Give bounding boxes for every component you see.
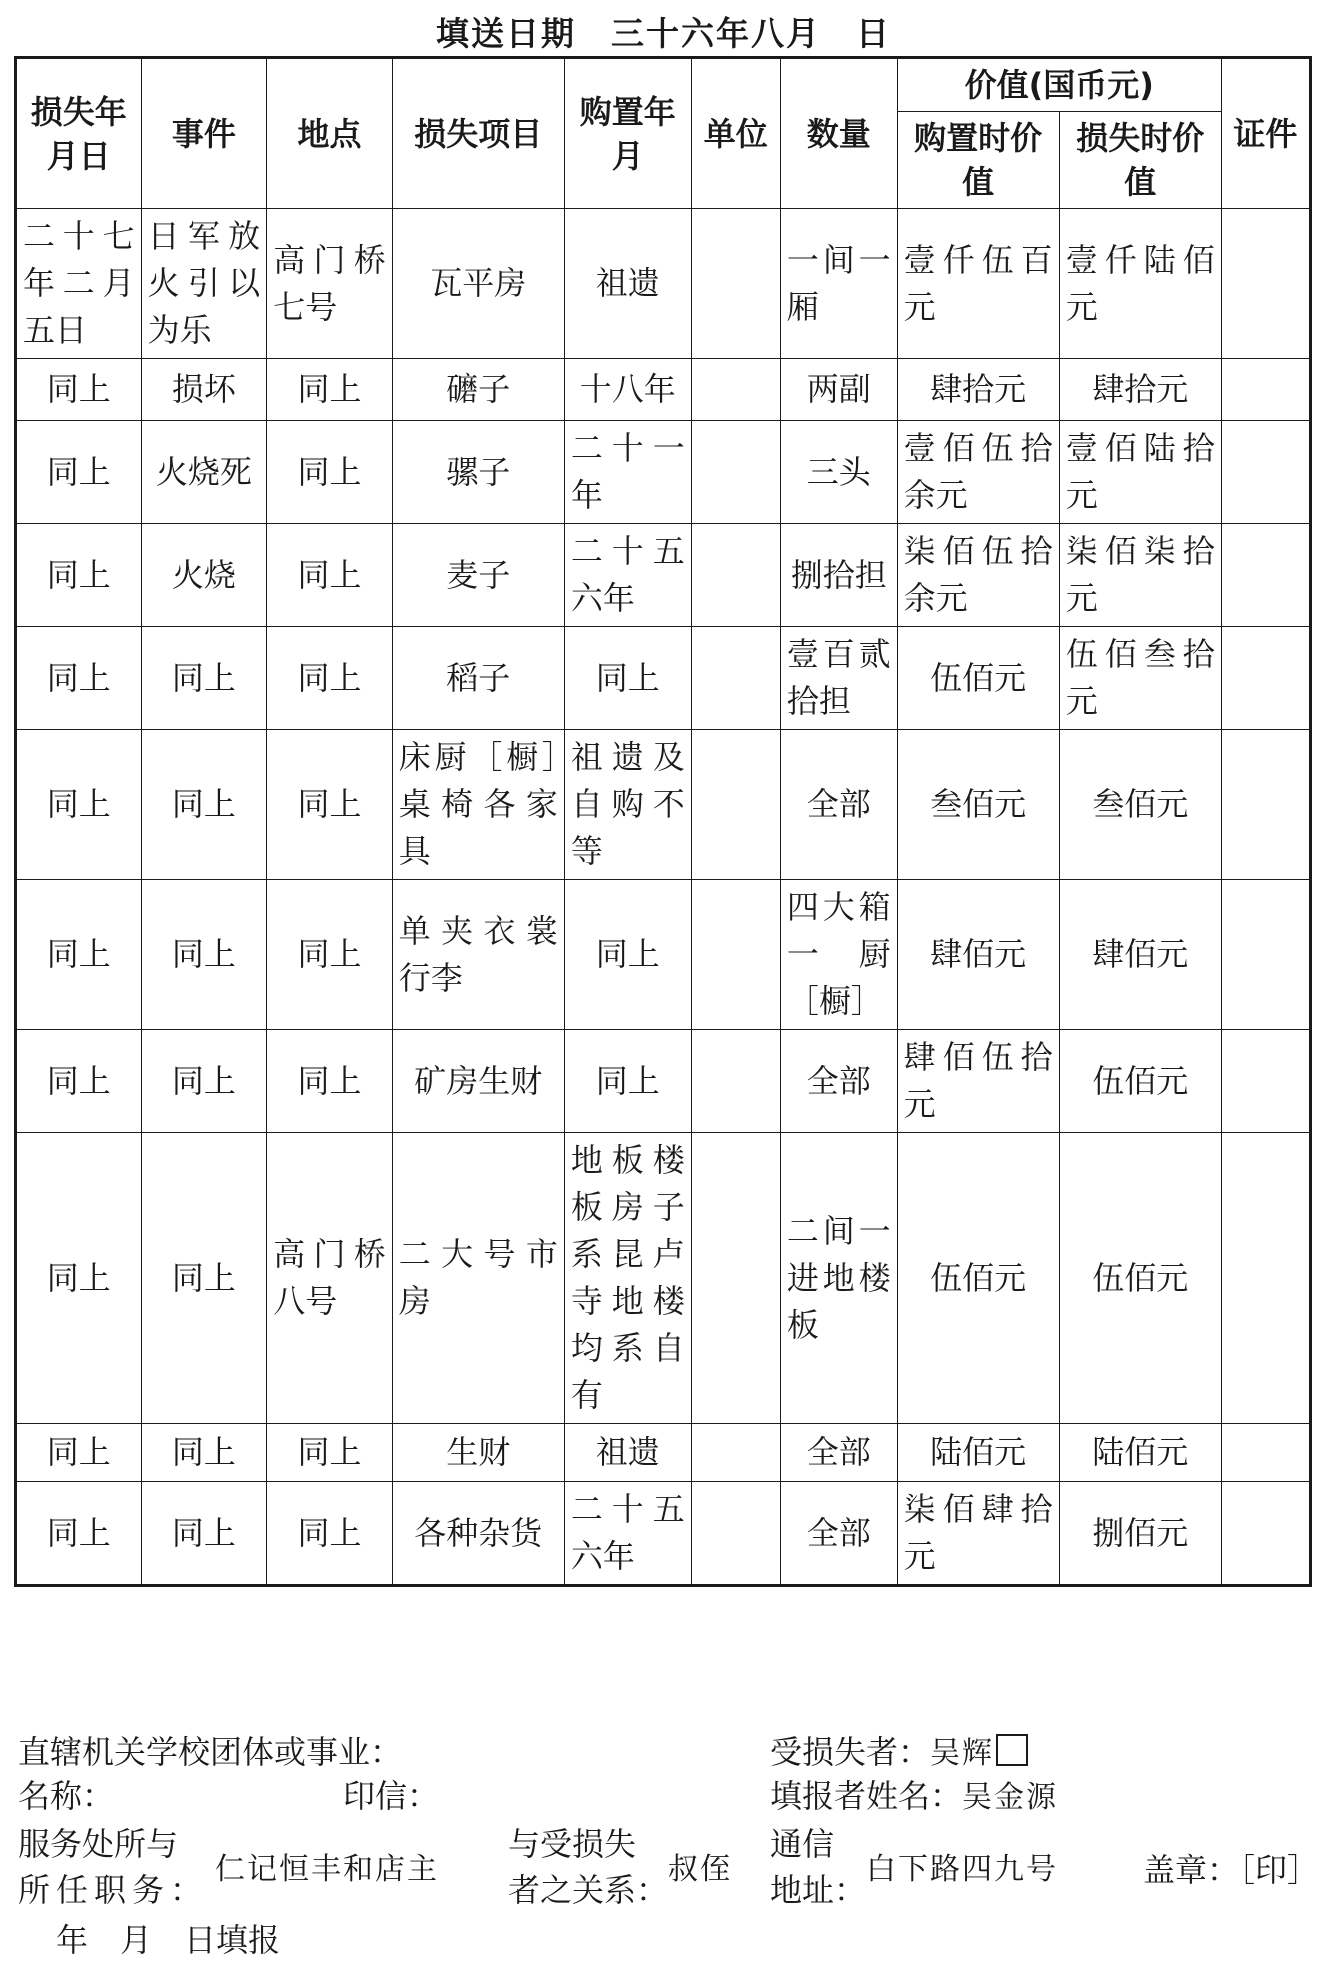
seal-label: 印信： bbox=[343, 1777, 440, 1815]
reporter-field bbox=[770, 1776, 1058, 1818]
cell-quantity: 全部 bbox=[780, 1424, 897, 1482]
cell-purchase-date: 十八年 bbox=[564, 359, 691, 421]
header-value-at-loss: 损失时价值 bbox=[1059, 112, 1221, 209]
cell-unit bbox=[691, 524, 780, 627]
cell-purchase-date: 祖遗 bbox=[564, 1424, 691, 1482]
table-row bbox=[16, 627, 1311, 730]
cell-value-at-loss: 叁佰元 bbox=[1059, 730, 1221, 880]
cell-certificate bbox=[1221, 1030, 1310, 1133]
cell-location: 高门桥七号 bbox=[267, 209, 393, 359]
cell-loss-date: 同上 bbox=[16, 524, 142, 627]
cell-event: 同上 bbox=[141, 1424, 267, 1482]
cell-unit bbox=[691, 359, 780, 421]
cell-value-at-purchase: 叁佰元 bbox=[897, 730, 1059, 880]
cell-item: 二大号市房 bbox=[392, 1133, 564, 1424]
cell-loss-date: 同上 bbox=[16, 1424, 142, 1482]
header-loss-date: 损失年月日 bbox=[16, 58, 142, 209]
cell-event: 火烧 bbox=[141, 524, 267, 627]
cell-value-at-purchase: 肆佰元 bbox=[897, 880, 1059, 1030]
cell-purchase-date: 祖遗 bbox=[564, 209, 691, 359]
stamp-value: ［印］ bbox=[1239, 1851, 1320, 1889]
relation-value: 叔侄 bbox=[668, 1852, 732, 1887]
table-row bbox=[16, 524, 1311, 627]
header-event: 事件 bbox=[141, 58, 267, 209]
cell-location: 同上 bbox=[267, 421, 393, 524]
cell-unit bbox=[691, 1133, 780, 1424]
header-quantity: 数量 bbox=[780, 58, 897, 209]
org-label: 直辖机关学校团体或事业： bbox=[18, 1733, 403, 1771]
fill-date-footer: 年 月 日填报 bbox=[56, 1921, 281, 1959]
cell-value-at-loss: 壹仟陆佰元 bbox=[1059, 209, 1221, 359]
cell-purchase-date: 同上 bbox=[564, 1030, 691, 1133]
cell-certificate bbox=[1221, 627, 1310, 730]
header-value-group: 价值(国币元) bbox=[897, 58, 1221, 112]
cell-event: 同上 bbox=[141, 730, 267, 880]
cell-certificate bbox=[1221, 1424, 1310, 1482]
reporter-name: 吴金源 bbox=[962, 1780, 1059, 1815]
cell-loss-date: 同上 bbox=[16, 627, 142, 730]
cell-value-at-purchase: 柒佰伍拾余元 bbox=[897, 524, 1059, 627]
table-row bbox=[16, 1482, 1311, 1586]
cell-loss-date: 同上 bbox=[16, 880, 142, 1030]
cell-quantity: 一间一厢 bbox=[780, 209, 897, 359]
cell-unit bbox=[691, 209, 780, 359]
cell-item: 瓦平房 bbox=[392, 209, 564, 359]
cell-certificate bbox=[1221, 359, 1310, 421]
cell-location: 同上 bbox=[267, 524, 393, 627]
victim-name: 吴辉 bbox=[930, 1736, 995, 1771]
address-label-line-2: 地址： bbox=[770, 1871, 867, 1909]
cell-quantity: 四大箱一厨［橱］ bbox=[780, 880, 897, 1030]
cell-item: 生财 bbox=[392, 1424, 564, 1482]
cell-unit bbox=[691, 880, 780, 1030]
cell-purchase-date: 同上 bbox=[564, 627, 691, 730]
cell-location: 同上 bbox=[267, 1030, 393, 1133]
cell-loss-date: 同上 bbox=[16, 730, 142, 880]
cell-value-at-loss: 壹佰陆拾元 bbox=[1059, 421, 1221, 524]
cell-value-at-purchase: 壹仟伍百元 bbox=[897, 209, 1059, 359]
header-location: 地点 bbox=[267, 58, 393, 209]
cell-item: 各种杂货 bbox=[392, 1482, 564, 1586]
cell-item: 矿房生财 bbox=[392, 1030, 564, 1133]
cell-certificate bbox=[1221, 880, 1310, 1030]
cell-unit bbox=[691, 730, 780, 880]
cell-value-at-loss: 伍佰叁拾元 bbox=[1059, 627, 1221, 730]
cell-loss-date: 二十七年二月五日 bbox=[16, 209, 142, 359]
cell-quantity: 全部 bbox=[780, 730, 897, 880]
relation-label-line-2: 者之关系： bbox=[508, 1871, 669, 1909]
cell-value-at-purchase: 壹佰伍拾余元 bbox=[897, 421, 1059, 524]
cell-certificate bbox=[1221, 524, 1310, 627]
table-row bbox=[16, 421, 1311, 524]
cell-purchase-date: 祖遗及自购不等 bbox=[564, 730, 691, 880]
cell-loss-date: 同上 bbox=[16, 1482, 142, 1586]
cell-event: 日军放火引以为乐 bbox=[141, 209, 267, 359]
form-footer bbox=[18, 1732, 1320, 1968]
cell-certificate bbox=[1221, 730, 1310, 880]
service-label-line-1: 服务处所与 bbox=[18, 1825, 179, 1863]
cell-purchase-date: 二十五六年 bbox=[564, 1482, 691, 1586]
cell-value-at-purchase: 伍佰元 bbox=[897, 1133, 1059, 1424]
table-row bbox=[16, 1133, 1311, 1424]
cell-value-at-purchase: 陆佰元 bbox=[897, 1424, 1059, 1482]
cell-unit bbox=[691, 627, 780, 730]
fill-date-line: 填送日期 三十六年八月 日 bbox=[436, 14, 891, 53]
cell-certificate bbox=[1221, 1482, 1310, 1586]
cell-certificate bbox=[1221, 421, 1310, 524]
cell-loss-date: 同上 bbox=[16, 1030, 142, 1133]
header-value-at-purchase: 购置时价值 bbox=[897, 112, 1059, 209]
stamp-label: 盖章： bbox=[1143, 1851, 1240, 1889]
cell-loss-date: 同上 bbox=[16, 1133, 142, 1424]
table-row bbox=[16, 1030, 1311, 1133]
cell-certificate bbox=[1221, 209, 1310, 359]
cell-quantity: 全部 bbox=[780, 1482, 897, 1586]
relation-label-line-1: 与受损失 bbox=[508, 1825, 637, 1863]
cell-event: 同上 bbox=[141, 1030, 267, 1133]
cell-unit bbox=[691, 421, 780, 524]
cell-quantity: 三头 bbox=[780, 421, 897, 524]
cell-location: 同上 bbox=[267, 1482, 393, 1586]
address-label-line-1: 通信 bbox=[770, 1825, 835, 1863]
header-certificate: 证件 bbox=[1221, 58, 1310, 209]
cell-value-at-loss: 伍佰元 bbox=[1059, 1030, 1221, 1133]
cell-value-at-loss: 柒佰柒拾元 bbox=[1059, 524, 1221, 627]
cell-event: 火烧死 bbox=[141, 421, 267, 524]
table-row bbox=[16, 880, 1311, 1030]
cell-quantity: 捌拾担 bbox=[780, 524, 897, 627]
name-label: 名称： bbox=[18, 1777, 115, 1815]
header-item: 损失项目 bbox=[392, 58, 564, 209]
illegible-char-box bbox=[996, 1734, 1028, 1766]
cell-location: 高门桥八号 bbox=[267, 1133, 393, 1424]
cell-event: 同上 bbox=[141, 1133, 267, 1424]
cell-value-at-purchase: 肆拾元 bbox=[897, 359, 1059, 421]
cell-value-at-purchase: 伍佰元 bbox=[897, 627, 1059, 730]
cell-event: 同上 bbox=[141, 627, 267, 730]
cell-value-at-purchase: 肆佰伍拾元 bbox=[897, 1030, 1059, 1133]
cell-event: 损坏 bbox=[141, 359, 267, 421]
cell-value-at-loss: 陆佰元 bbox=[1059, 1424, 1221, 1482]
cell-location: 同上 bbox=[267, 359, 393, 421]
cell-unit bbox=[691, 1030, 780, 1133]
cell-value-at-loss: 伍佰元 bbox=[1059, 1133, 1221, 1424]
cell-value-at-loss: 肆佰元 bbox=[1059, 880, 1221, 1030]
victim-label: 受损失者： bbox=[770, 1733, 931, 1771]
cell-unit bbox=[691, 1424, 780, 1482]
cell-item: 单夹衣裳行李 bbox=[392, 880, 564, 1030]
cell-loss-date: 同上 bbox=[16, 359, 142, 421]
victim-field bbox=[770, 1732, 1028, 1774]
cell-quantity: 二间一进地楼板 bbox=[780, 1133, 897, 1424]
cell-item: 骡子 bbox=[392, 421, 564, 524]
table-row bbox=[16, 209, 1311, 359]
loss-table bbox=[14, 56, 1312, 1587]
cell-quantity: 全部 bbox=[780, 1030, 897, 1133]
cell-purchase-date: 同上 bbox=[564, 880, 691, 1030]
service-label-line-2: 所任职务： bbox=[18, 1871, 209, 1909]
cell-value-at-purchase: 柒佰肆拾元 bbox=[897, 1482, 1059, 1586]
cell-event: 同上 bbox=[141, 880, 267, 1030]
table-row bbox=[16, 1424, 1311, 1482]
cell-location: 同上 bbox=[267, 880, 393, 1030]
cell-location: 同上 bbox=[267, 730, 393, 880]
service-value: 仁记恒丰和店主 bbox=[215, 1852, 439, 1887]
cell-quantity: 壹百贰拾担 bbox=[780, 627, 897, 730]
stamp-field bbox=[1143, 1850, 1319, 1890]
cell-location: 同上 bbox=[267, 1424, 393, 1482]
header-purchase-date: 购置年月 bbox=[564, 58, 691, 209]
cell-item: 礳子 bbox=[392, 359, 564, 421]
cell-certificate bbox=[1221, 1133, 1310, 1424]
cell-purchase-date: 二十一年 bbox=[564, 421, 691, 524]
header-unit: 单位 bbox=[691, 58, 780, 209]
cell-loss-date: 同上 bbox=[16, 421, 142, 524]
reporter-label: 填报者姓名： bbox=[770, 1777, 963, 1815]
cell-value-at-loss: 肆拾元 bbox=[1059, 359, 1221, 421]
table-row bbox=[16, 730, 1311, 880]
cell-item: 稻子 bbox=[392, 627, 564, 730]
cell-event: 同上 bbox=[141, 1482, 267, 1586]
cell-unit bbox=[691, 1482, 780, 1586]
cell-purchase-date: 二十五六年 bbox=[564, 524, 691, 627]
table-row bbox=[16, 359, 1311, 421]
cell-item: 床厨［橱］桌椅各家具 bbox=[392, 730, 564, 880]
address-value: 白下路四九号 bbox=[866, 1852, 1058, 1887]
cell-item: 麦子 bbox=[392, 524, 564, 627]
cell-quantity: 两副 bbox=[780, 359, 897, 421]
cell-location: 同上 bbox=[267, 627, 393, 730]
cell-purchase-date: 地板楼板房子系昆卢寺地楼均系自有 bbox=[564, 1133, 691, 1424]
cell-value-at-loss: 捌佰元 bbox=[1059, 1482, 1221, 1586]
